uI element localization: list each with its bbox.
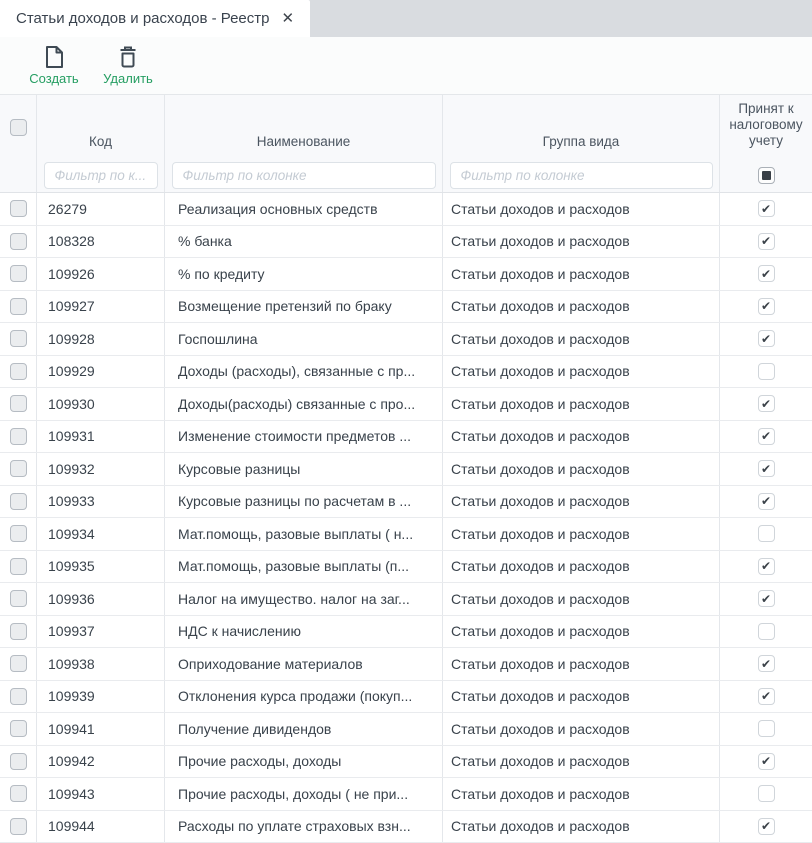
name-cell: Прочие расходы, доходы bbox=[165, 753, 351, 769]
table-row[interactable] bbox=[0, 193, 812, 226]
table-row[interactable] bbox=[0, 258, 812, 291]
row-select-checkbox[interactable] bbox=[10, 395, 27, 412]
name-cell: Доходы (расходы), связанные с пр... bbox=[165, 363, 425, 379]
tax-accepted-checkbox[interactable] bbox=[758, 818, 775, 835]
table-row[interactable] bbox=[0, 356, 812, 389]
tax-accepted-checkbox[interactable] bbox=[758, 525, 775, 542]
name-cell: Налог на имущество. налог на заг... bbox=[165, 591, 420, 607]
table-row[interactable] bbox=[0, 421, 812, 454]
name-cell: Мат.помощь, разовые выплаты (п... bbox=[165, 558, 419, 574]
table-row[interactable] bbox=[0, 453, 812, 486]
table-row[interactable] bbox=[0, 811, 812, 843]
table-row[interactable] bbox=[0, 388, 812, 421]
code-cell: 109926 bbox=[37, 266, 105, 282]
code-cell: 109933 bbox=[37, 493, 105, 509]
registry-table bbox=[0, 95, 812, 843]
column-header-code: Код bbox=[37, 95, 164, 159]
table-row[interactable] bbox=[0, 648, 812, 681]
group-cell: Статьи доходов и расходов bbox=[443, 233, 640, 249]
tax-accepted-checkbox[interactable] bbox=[758, 655, 775, 672]
name-cell: Изменение стоимости предметов ... bbox=[165, 428, 421, 444]
tax-accepted-checkbox[interactable] bbox=[758, 460, 775, 477]
name-cell: Отклонения курса продажи (покуп... bbox=[165, 688, 422, 704]
group-cell: Статьи доходов и расходов bbox=[443, 786, 640, 802]
row-select-checkbox[interactable] bbox=[10, 590, 27, 607]
name-cell: Мат.помощь, разовые выплаты ( н... bbox=[165, 526, 423, 542]
name-filter-input[interactable] bbox=[172, 162, 436, 189]
tax-accepted-checkbox[interactable] bbox=[758, 395, 775, 412]
tab-close-icon[interactable]: ✕ bbox=[282, 11, 295, 26]
tax-accepted-checkbox[interactable] bbox=[758, 785, 775, 802]
code-cell: 109939 bbox=[37, 688, 105, 704]
tax-accepted-checkbox[interactable] bbox=[758, 688, 775, 705]
table-row[interactable] bbox=[0, 486, 812, 519]
name-cell: Получение дивидендов bbox=[165, 721, 341, 737]
group-cell: Статьи доходов и расходов bbox=[443, 493, 640, 509]
table-row[interactable] bbox=[0, 746, 812, 779]
row-select-checkbox[interactable] bbox=[10, 623, 27, 640]
code-cell: 109943 bbox=[37, 786, 105, 802]
tax-accepted-checkbox[interactable] bbox=[758, 720, 775, 737]
row-select-checkbox[interactable] bbox=[10, 818, 27, 835]
row-select-checkbox[interactable] bbox=[10, 720, 27, 737]
name-cell: % по кредиту bbox=[165, 266, 275, 282]
group-cell: Статьи доходов и расходов bbox=[443, 363, 640, 379]
table-row[interactable] bbox=[0, 778, 812, 811]
group-cell: Статьи доходов и расходов bbox=[443, 688, 640, 704]
delete-button[interactable] bbox=[102, 45, 154, 86]
name-cell: Реализация основных средств bbox=[165, 201, 388, 217]
tab-registry[interactable] bbox=[0, 0, 310, 37]
code-cell: 109930 bbox=[37, 396, 105, 412]
row-select-checkbox[interactable] bbox=[10, 265, 27, 282]
code-cell: 26279 bbox=[37, 201, 97, 217]
name-cell: Доходы(расходы) связанные с про... bbox=[165, 396, 425, 412]
name-cell: Оприходование материалов bbox=[165, 656, 373, 672]
group-cell: Статьи доходов и расходов bbox=[443, 753, 640, 769]
tax-accepted-checkbox[interactable] bbox=[758, 298, 775, 315]
group-cell: Статьи доходов и расходов bbox=[443, 656, 640, 672]
toolbar bbox=[0, 37, 812, 95]
tax-accepted-checkbox[interactable] bbox=[758, 623, 775, 640]
table-row[interactable] bbox=[0, 583, 812, 616]
code-cell: 109938 bbox=[37, 656, 105, 672]
row-select-checkbox[interactable] bbox=[10, 493, 27, 510]
group-cell: Статьи доходов и расходов bbox=[443, 591, 640, 607]
group-cell: Статьи доходов и расходов bbox=[443, 331, 640, 347]
tax-accepted-checkbox[interactable] bbox=[758, 493, 775, 510]
row-select-checkbox[interactable] bbox=[10, 428, 27, 445]
tax-accepted-checkbox[interactable] bbox=[758, 363, 775, 380]
create-button-label: Создать bbox=[29, 71, 78, 86]
group-filter-input[interactable] bbox=[450, 162, 713, 189]
code-cell: 109941 bbox=[37, 721, 105, 737]
code-cell: 109936 bbox=[37, 591, 105, 607]
row-select-checkbox[interactable] bbox=[10, 753, 27, 770]
group-cell: Статьи доходов и расходов bbox=[443, 266, 640, 282]
tab-title: Статьи доходов и расходов - Реестр bbox=[16, 10, 270, 27]
tax-accepted-checkbox[interactable] bbox=[758, 200, 775, 217]
row-select-checkbox[interactable] bbox=[10, 688, 27, 705]
row-select-checkbox[interactable] bbox=[10, 330, 27, 347]
new-document-icon bbox=[43, 45, 65, 69]
code-filter-input[interactable] bbox=[44, 162, 158, 189]
tax-accepted-checkbox[interactable] bbox=[758, 233, 775, 250]
table-body bbox=[0, 193, 812, 843]
group-cell: Статьи доходов и расходов bbox=[443, 396, 640, 412]
row-select-checkbox[interactable] bbox=[10, 558, 27, 575]
row-select-checkbox[interactable] bbox=[10, 200, 27, 217]
create-button[interactable] bbox=[28, 45, 80, 86]
select-all-checkbox[interactable] bbox=[10, 119, 27, 136]
group-cell: Статьи доходов и расходов bbox=[443, 818, 640, 834]
tax-accepted-checkbox[interactable] bbox=[758, 558, 775, 575]
code-cell: 109927 bbox=[37, 298, 105, 314]
row-select-checkbox[interactable] bbox=[10, 460, 27, 477]
group-cell: Статьи доходов и расходов bbox=[443, 623, 640, 639]
code-cell: 109942 bbox=[37, 753, 105, 769]
tax-accepted-checkbox[interactable] bbox=[758, 265, 775, 282]
group-cell: Статьи доходов и расходов bbox=[443, 526, 640, 542]
code-cell: 108328 bbox=[37, 233, 105, 249]
code-cell: 109931 bbox=[37, 428, 105, 444]
code-cell: 109929 bbox=[37, 363, 105, 379]
code-cell: 109944 bbox=[37, 818, 105, 834]
row-select-checkbox[interactable] bbox=[10, 785, 27, 802]
group-cell: Статьи доходов и расходов bbox=[443, 298, 640, 314]
table-row[interactable] bbox=[0, 291, 812, 324]
row-select-checkbox[interactable] bbox=[10, 363, 27, 380]
delete-button-label: Удалить bbox=[103, 71, 153, 86]
code-cell: 109935 bbox=[37, 558, 105, 574]
row-select-checkbox[interactable] bbox=[10, 233, 27, 250]
group-cell: Статьи доходов и расходов bbox=[443, 461, 640, 477]
table-row[interactable] bbox=[0, 226, 812, 259]
group-cell: Статьи доходов и расходов bbox=[443, 558, 640, 574]
name-cell: НДС к начислению bbox=[165, 623, 311, 639]
tab-bar bbox=[0, 0, 812, 37]
table-row[interactable] bbox=[0, 323, 812, 356]
name-cell: Расходы по уплате страховых взн... bbox=[165, 818, 421, 834]
name-cell: Прочие расходы, доходы ( не при... bbox=[165, 786, 418, 802]
name-cell: Курсовые разницы по расчетам в ... bbox=[165, 493, 421, 509]
code-cell: 109934 bbox=[37, 526, 105, 542]
code-cell: 109932 bbox=[37, 461, 105, 477]
tax-accepted-checkbox[interactable] bbox=[758, 428, 775, 445]
code-cell: 109928 bbox=[37, 331, 105, 347]
table-row[interactable] bbox=[0, 713, 812, 746]
code-cell: 109937 bbox=[37, 623, 105, 639]
trash-icon bbox=[117, 45, 139, 69]
group-cell: Статьи доходов и расходов bbox=[443, 201, 640, 217]
tax-accepted-checkbox[interactable] bbox=[758, 590, 775, 607]
table-row[interactable] bbox=[0, 551, 812, 584]
name-cell: Возмещение претензий по браку bbox=[165, 298, 402, 314]
row-select-checkbox[interactable] bbox=[10, 525, 27, 542]
row-select-checkbox[interactable] bbox=[10, 655, 27, 672]
column-header-tax: Принят к налоговому учету bbox=[720, 95, 812, 159]
name-cell: Госпошлина bbox=[165, 331, 268, 347]
tax-accepted-checkbox[interactable] bbox=[758, 330, 775, 347]
column-header-name: Наименование bbox=[165, 95, 442, 159]
name-cell: % банка bbox=[165, 233, 242, 249]
table-header bbox=[0, 95, 812, 193]
table-row[interactable] bbox=[0, 681, 812, 714]
tax-accepted-checkbox[interactable] bbox=[758, 753, 775, 770]
group-cell: Статьи доходов и расходов bbox=[443, 428, 640, 444]
group-cell: Статьи доходов и расходов bbox=[443, 721, 640, 737]
tax-filter-checkbox[interactable] bbox=[758, 167, 775, 184]
name-cell: Курсовые разницы bbox=[165, 461, 310, 477]
table-row[interactable] bbox=[0, 518, 812, 551]
row-select-checkbox[interactable] bbox=[10, 298, 27, 315]
table-row[interactable] bbox=[0, 616, 812, 649]
column-header-group: Группа вида bbox=[443, 95, 719, 159]
